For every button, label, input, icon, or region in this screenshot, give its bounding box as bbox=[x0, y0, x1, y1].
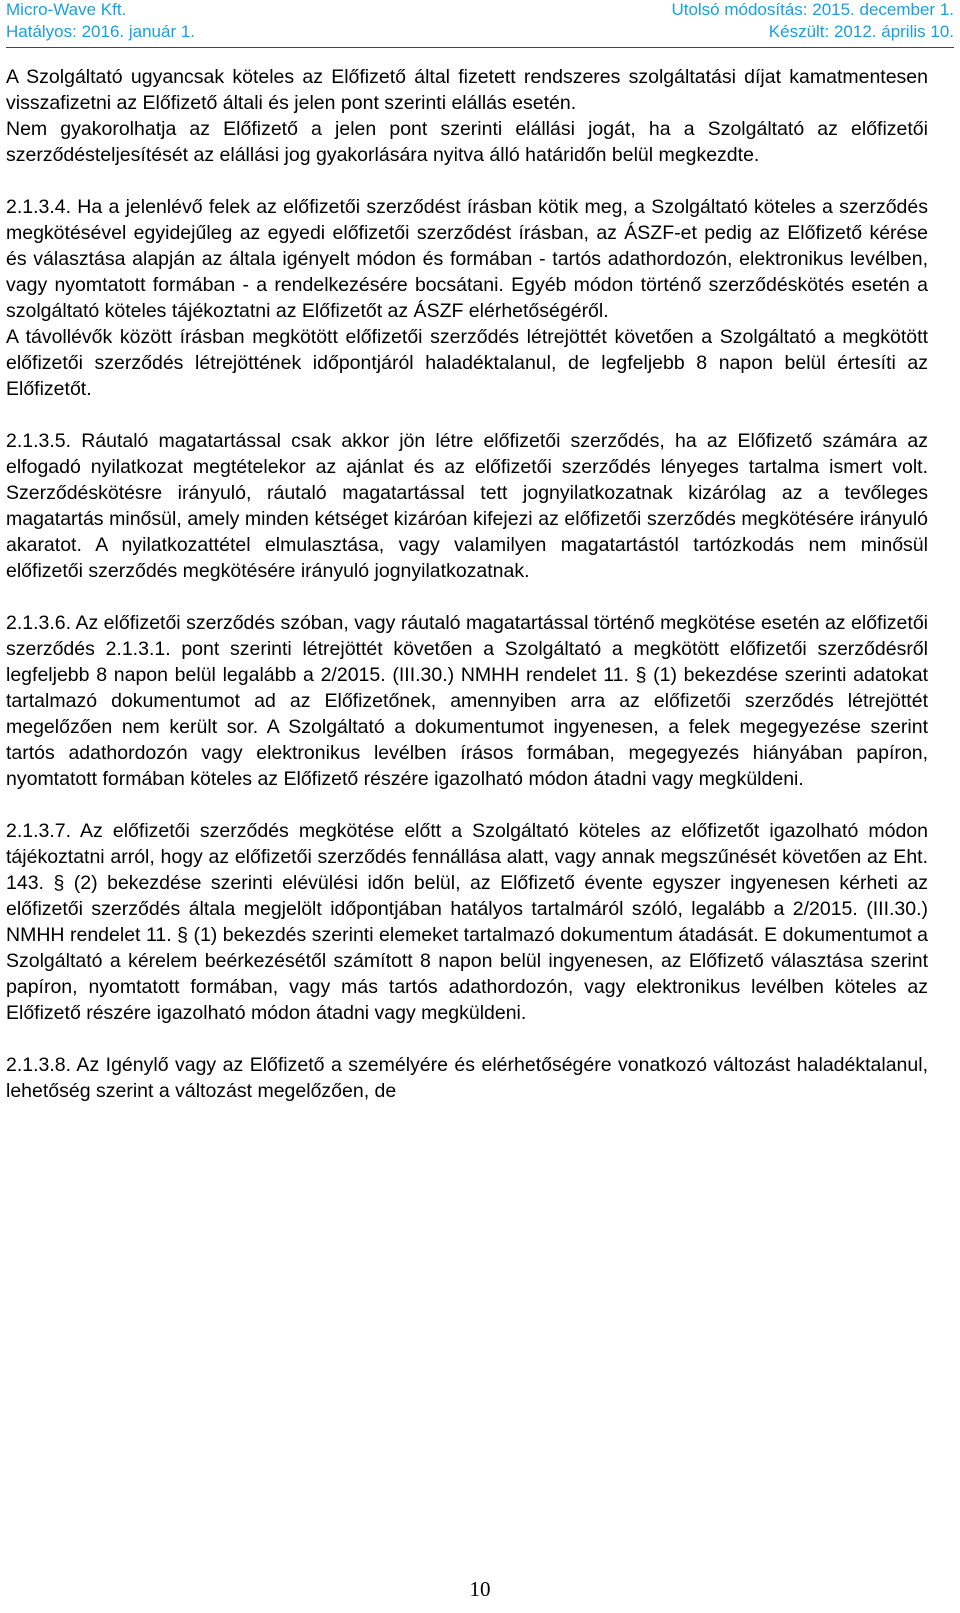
paragraph-2-1-3-6: 2.1.3.6. Az előfizetői szerződés szóban, vagy ráutaló magatartással történő megkötése esetén az előfizetői szerződés 2.1.3.1. pont szerinti létrejöttét követően a Szolgáltató a megkötött előfizetői szerződésről legfeljebb 8 napon belül legalább a 2/2015. (III.30.) NMHH rendelet 11. § (1) bekezdése szerinti adatokat tartalmazó dokumentumot ad az Előfizetőnek, amennyiben arra az előfizetői szerződés létrejöttét megelőzően nem került sor. A Szolgáltató a dokumentumot ingyenesen, a felek megegyezése szerint tartós adathordozón vagy elektronikus levélben írásos formában, megegyezés hiányában papíron, nyomtatott formában köteles az Előfizető részére igazolható módon átadni vagy megküldeni. bbox=[6, 612, 928, 790]
paragraph-2-1-3-7: 2.1.3.7. Az előfizetői szerződés megkötése előtt a Szolgáltató köteles az előfizetőt igazolható módon tájékoztatni arról, hogy az előfizetői szerződés fennállása alatt, vagy annak megszűnését követően az Eht. 143. § (2) bekezdése szerinti elévülési időn belül, az Előfizető évente egyszer ingyenesen kérheti az előfizetői szerződés általa megjelölt időpontjában hatályos tartalmáról szóló, legalább a 2/2015. (III.30.) NMHH rendelet 11. § (1) bekezdés szerinti elemeket tartalmazó dokumentum átadását. E dokumentumot a Szolgáltató a kérelem beérkezésétől számított 8 napon belül ingyenesen, az Előfizető választása szerint papíron, nyomtatott formában, vagy más tartós adathordozón, vagy elektronikus levélben köteles az Előfizető részére igazolható módon átadni vagy megküldeni. bbox=[6, 820, 928, 1024]
header-last-modified: Utolsó módosítás: 2015. december 1. bbox=[671, 0, 954, 19]
paragraph-remote-contract: A távollévők között írásban megkötött előfizetői szerződés létrejöttét követően a Szolgáltató a megkötött előfizetői szerződés létrejöttének időpontjáról haladéktalanul, de legfeljebb 8 napon belül értesíti az Előfizetőt. bbox=[6, 326, 928, 400]
paragraph-2-1-3-5: 2.1.3.5. Ráutaló magatartással csak akkor jön létre előfizetői szerződés, ha az Előfizető számára az elfogadó nyilatkozat megtételekor az ajánlat és az előfizetői szerződés lényeges tartalma ismert volt. Szerződéskötésre irányuló, ráutaló magatartással tett jognyilatkozatnak kizárólag az a tevőleges magatartás minősül, amely minden kétséget kizáróan kifejezi az előfizetői szerződés megkötésére irányuló akaratot. A nyilatkozattétel elmulasztása, vagy valamilyen magatartástól tartózkodás nem minősül előfizetői szerződés megkötésére irányuló jognyilatkozatnak. bbox=[6, 430, 928, 582]
header-divider bbox=[6, 47, 954, 48]
paragraph-2-1-3-8: 2.1.3.8. Az Igénylő vagy az Előfizető a személyére és elérhetőségére vonatkozó változást haladéktalanul, lehetőség szerint a változást megelőzően, de bbox=[6, 1054, 928, 1102]
page-number: 10 bbox=[469, 1577, 491, 1601]
page-header-row-1 bbox=[6, 0, 954, 20]
paragraph-2-1-3-4: 2.1.3.4. Ha a jelenlévő felek az előfizetői szerződést írásban kötik meg, a Szolgáltató köteles a szerződés megkötésével egyidejűleg az egyedi előfizetői szerződést írásban, az ÁSZF-et pedig az Előfizető kérése és választása alapján az általa igényelt módon és formában - tartós adathordozón, elektronikus levélben, vagy nyomtatott formában - a rendelkezésére bocsátani. Egyéb módon történő szerződéskötés esetén a szolgáltató köteles tájékoztatni az Előfizetőt az ÁSZF elérhetőségéről. bbox=[6, 196, 928, 322]
document-body bbox=[6, 64, 928, 1104]
header-company: Micro-Wave Kft. bbox=[6, 0, 127, 19]
header-effective-date: Hatályos: 2016. január 1. bbox=[6, 22, 196, 41]
page-header-row-2 bbox=[6, 22, 954, 42]
paragraph-refund: A Szolgáltató ugyancsak köteles az Előfizető által fizetett rendszeres szolgáltatási díjat kamatmentesen visszafizetni az Előfizető általi és jelen pont szerinti elállás esetén. bbox=[6, 66, 928, 114]
paragraph-withdrawal-exception: Nem gyakorolhatja az Előfizető a jelen pont szerinti elállási jogát, ha a Szolgáltató az előfizetői szerződésteljesítését az elállási jog gyakorlására nyitva álló határidőn belül megkezdte. bbox=[6, 118, 928, 166]
header-created-date: Készült: 2012. április 10. bbox=[768, 22, 954, 41]
